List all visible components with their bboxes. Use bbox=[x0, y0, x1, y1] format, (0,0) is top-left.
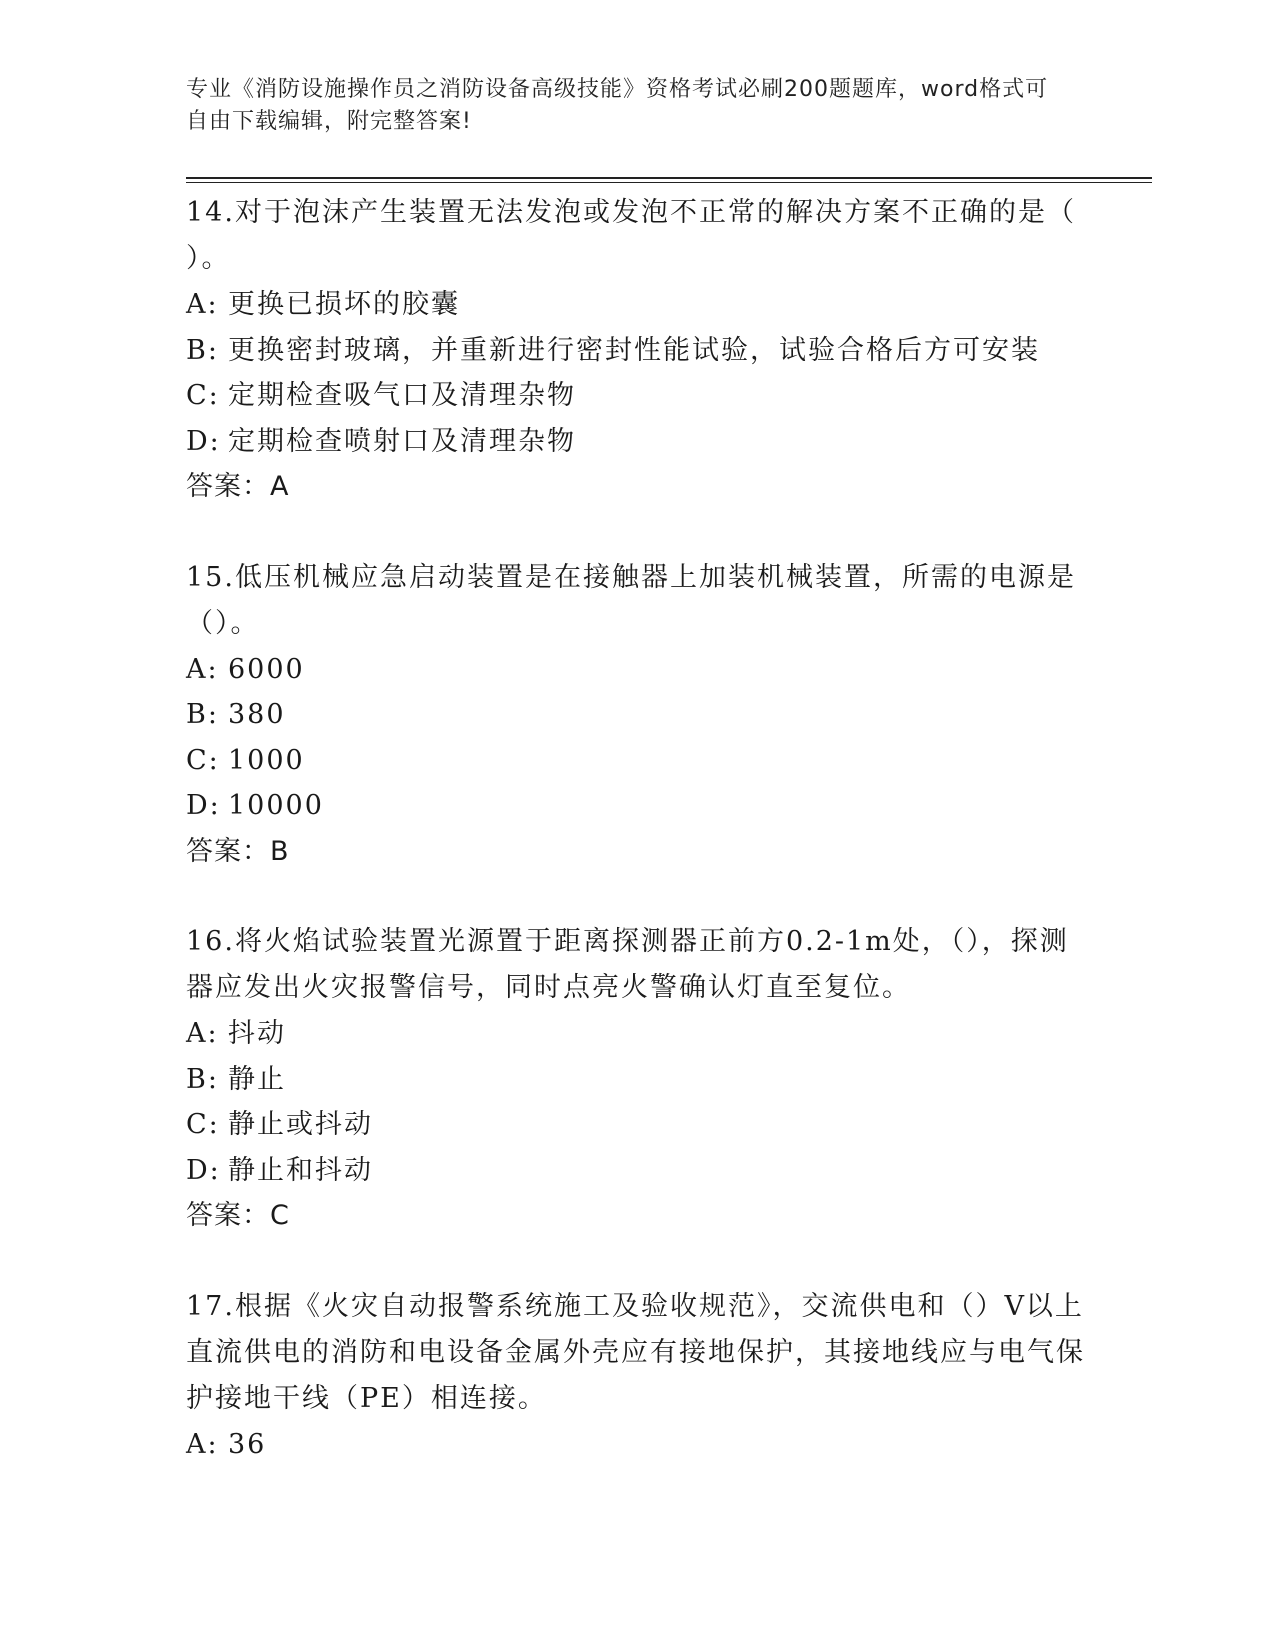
option-text: 定期检查吸气口及清理杂物 bbox=[228, 380, 576, 411]
option-text: 更换已损坏的胶囊 bbox=[228, 289, 460, 320]
option-key: D: bbox=[186, 425, 221, 457]
option-text: 静止 bbox=[228, 1063, 286, 1095]
document-header: 专业《消防设施操作员之消防设备高级技能》资格考试必刷200题题库，word格式可自由下载编辑，附完整答案! bbox=[186, 77, 1049, 134]
option-key: A: bbox=[186, 289, 219, 320]
answer-line: 答案：A bbox=[186, 471, 290, 502]
option-key: A: bbox=[186, 653, 219, 685]
option-key: C: bbox=[186, 744, 220, 776]
header-divider-thick bbox=[186, 177, 1152, 179]
option-b bbox=[186, 1057, 1086, 1103]
option-text: 10000 bbox=[228, 790, 324, 821]
option-key: B: bbox=[186, 334, 219, 366]
option-text: 6000 bbox=[228, 653, 305, 685]
option-c bbox=[186, 373, 1086, 419]
option-text: 抖动 bbox=[228, 1018, 286, 1049]
question-text: 15.低压机械应急启动装置是在接触器上加装机械装置，所需的电源是（）。 bbox=[186, 561, 1076, 639]
option-b bbox=[186, 692, 1086, 738]
option-d bbox=[186, 1148, 1086, 1194]
question-text: 17.根据《火灾自动报警系统施工及验收规范》，交流供电和（）V以上直流供电的消防和电设备金属外壳应有接地保护，其接地线应与电气保护接地干线（PE）相连接。 bbox=[186, 1290, 1085, 1414]
option-text: 静止和抖动 bbox=[228, 1154, 373, 1186]
option-a bbox=[186, 1011, 1086, 1057]
question-16 bbox=[186, 919, 1086, 1239]
option-d bbox=[186, 783, 1086, 829]
option-text: 定期检查喷射口及清理杂物 bbox=[228, 425, 576, 457]
header-divider-thin bbox=[186, 182, 1152, 183]
option-b bbox=[186, 328, 1086, 374]
option-key: D: bbox=[186, 790, 221, 821]
option-c bbox=[186, 1102, 1086, 1148]
question-15 bbox=[186, 555, 1086, 875]
option-text: 更换密封玻璃，并重新进行密封性能试验，试验合格后方可安装 bbox=[228, 334, 1040, 366]
option-c bbox=[186, 738, 1086, 784]
option-text: 380 bbox=[228, 699, 286, 730]
question-14 bbox=[186, 190, 1086, 510]
spacer bbox=[186, 1239, 1086, 1284]
option-text: 1000 bbox=[228, 744, 305, 776]
spacer bbox=[186, 510, 1086, 555]
option-d bbox=[186, 419, 1086, 465]
question-text: 14.对于泡沫产生装置无法发泡或发泡不正常的解决方案不正确的是（ ）。 bbox=[186, 197, 1076, 274]
option-a bbox=[186, 647, 1086, 693]
option-a bbox=[186, 282, 1086, 328]
option-key: A: bbox=[186, 1018, 219, 1049]
option-key: C: bbox=[186, 380, 220, 411]
option-key: C: bbox=[186, 1109, 220, 1140]
option-key: D: bbox=[186, 1154, 221, 1186]
spacer bbox=[186, 874, 1086, 919]
answer-line: 答案：C bbox=[186, 1200, 290, 1231]
question-list bbox=[186, 190, 1086, 1467]
option-text: 36 bbox=[228, 1428, 267, 1460]
option-a bbox=[186, 1422, 1086, 1468]
answer-line: 答案：B bbox=[186, 835, 290, 867]
option-key: B: bbox=[186, 699, 219, 730]
question-17 bbox=[186, 1284, 1086, 1468]
question-text: 16.将火焰试验装置光源置于距离探测器正前方0.2-1m处，（），探测器应发出火灾报警信号，同时点亮火警确认灯直至复位。 bbox=[186, 926, 1069, 1003]
option-text: 静止或抖动 bbox=[228, 1109, 373, 1140]
option-key: A: bbox=[186, 1428, 219, 1460]
option-key: B: bbox=[186, 1063, 219, 1095]
